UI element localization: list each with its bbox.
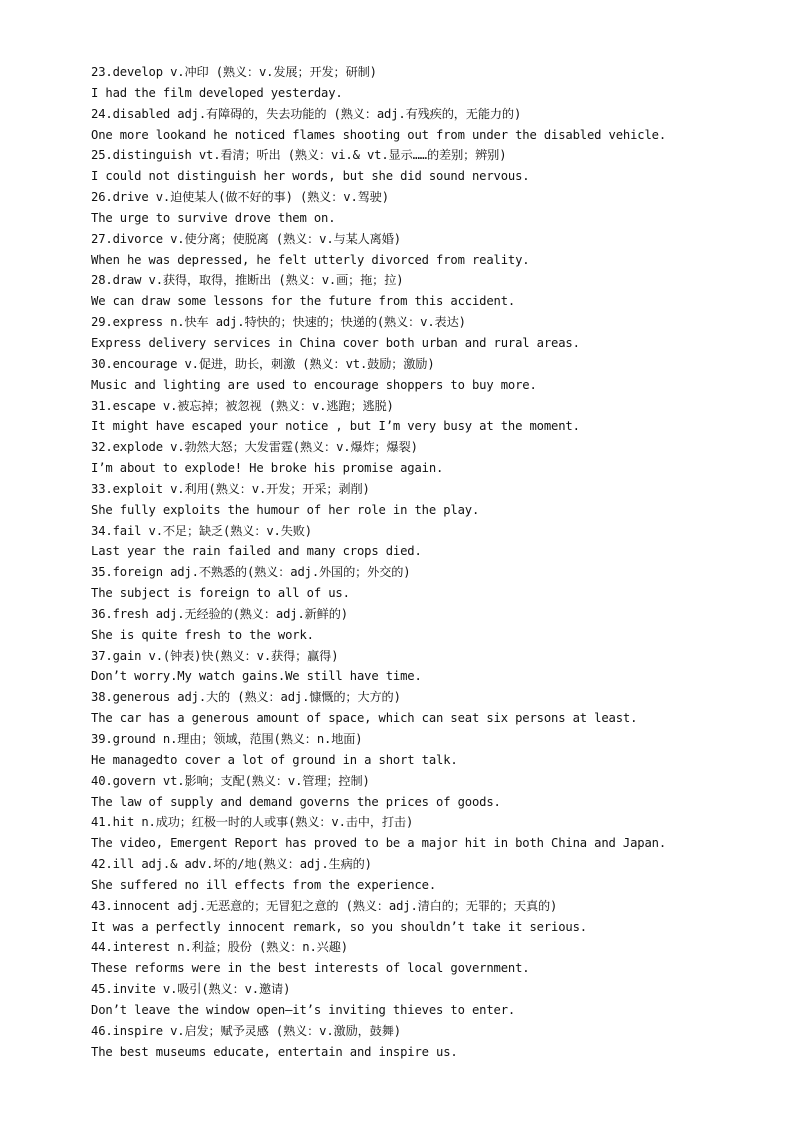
entry-example: Express delivery services in China cover both urban and rural areas. [91, 335, 580, 350]
entry-headword: 26.drive v.迫使某人(做不好的事) (熟义：v.驾驶) [91, 190, 389, 205]
entry-example: The video, Emergent Report has proved to be a major hit in both China and Japan. [91, 836, 666, 851]
entry-headword: 34.fail v.不足；缺乏(熟义：v.失败) [91, 523, 312, 538]
entry-example: The law of supply and demand governs the prices of goods. [91, 794, 501, 809]
entry-example: The car has a generous amount of space, which can seat six persons at least. [91, 711, 638, 726]
entry-headword: 28.draw v.获得，取得，推断出 (熟义：v.画；拖；拉) [91, 273, 404, 288]
entry-example: When he was depressed, he felt utterly divorced from reality. [91, 252, 530, 267]
entry-headword: 32.explode v.勃然大怒；大发雷霆(熟义：v.爆炸；爆裂) [91, 440, 418, 455]
entry-headword: 33.exploit v.利用(熟义：v.开发；开采；剥削) [91, 481, 370, 496]
entry-example: She is quite fresh to the work. [91, 627, 314, 642]
entry-example: These reforms were in the best interests of local government. [91, 961, 530, 976]
entry-example: Don’t worry.My watch gains.We still have time. [91, 669, 422, 684]
entry-example: Last year the rain failed and many crops died. [91, 544, 422, 559]
entry-example: The subject is foreign to all of us. [91, 586, 350, 601]
entry-headword: 40.govern vt.影响；支配(熟义：v.管理；控制) [91, 773, 370, 788]
entry-headword: 24.disabled adj.有障碍的，失去功能的 (熟义：adj.有残疾的，无能力的) [91, 106, 522, 121]
entry-headword: 38.generous adj.大的 (熟义：adj.慷慨的；大方的) [91, 690, 401, 705]
entry-example: The urge to survive drove them on. [91, 210, 336, 225]
entry-headword: 37.gain v.(钟表)快(熟义：v.获得；赢得) [91, 648, 339, 663]
entry-headword: 36.fresh adj.无经验的(熟义：adj.新鲜的) [91, 606, 348, 621]
entry-example: Music and lighting are used to encourage shoppers to buy more. [91, 377, 537, 392]
entry-example: He managedto cover a lot of ground in a short talk. [91, 752, 458, 767]
entry-example: The best museums educate, entertain and inspire us. [91, 1044, 458, 1059]
entry-headword: 45.invite v.吸引(熟义：v.邀请) [91, 982, 291, 997]
entry-example: It might have escaped your notice , but I’m very busy at the moment. [91, 419, 580, 434]
entry-headword: 29.express n.快车 adj.特快的；快速的；快递的(熟义：v.表达) [91, 315, 466, 330]
entry-example: We can draw some lessons for the future from this accident. [91, 294, 516, 309]
entry-example: Don’t leave the window open—it’s inviting thieves to enter. [91, 1002, 516, 1017]
entry-headword: 35.foreign adj.不熟悉的(熟义：adj.外国的；外交的) [91, 565, 411, 580]
entry-example: One more lookand he noticed flames shooting out from under the disabled vehicle. [91, 127, 666, 142]
entry-headword: 42.ill adj.& adv.坏的/地(熟义：adj.生病的) [91, 857, 372, 872]
entry-headword: 23.develop v.冲印 (熟义：v.发展；开发；研制) [91, 65, 377, 79]
entry-example: It was a perfectly innocent remark, so you shouldn’t take it serious. [91, 919, 587, 934]
entry-example: I’m about to explode! He broke his promise again. [91, 461, 444, 476]
entry-example: I could not distinguish her words, but she did sound nervous. [91, 169, 530, 184]
entry-headword: 25.distinguish vt.看清；听出 (熟义：vi.& vt.显示……的差别；辨别) [91, 148, 507, 163]
entry-headword: 46.inspire v.启发；赋予灵感 (熟义：v.激励，鼓舞) [91, 1023, 401, 1038]
entry-example: She fully exploits the humour of her role in the play. [91, 502, 480, 517]
entry-headword: 31.escape v.被忘掉；被忽视 (熟义：v.逃跑；逃脱) [91, 398, 394, 413]
entry-headword: 44.interest n.利益；股份 (熟义：n.兴趣) [91, 940, 348, 955]
entry-headword: 43.innocent adj.无恶意的；无冒犯之意的 (熟义：adj.清白的；无罪的；天真的) [91, 898, 558, 913]
entry-headword: 41.hit n.成功；红极一时的人或事(熟义：v.击中，打击) [91, 815, 414, 830]
entry-headword: 39.ground n.理由；领域，范围(熟义：n.地面) [91, 732, 363, 746]
entry-headword: 27.divorce v.使分离；使脱离 (熟义：v.与某人离婚) [91, 231, 401, 246]
entry-example: She suffered no ill effects from the experience. [91, 877, 436, 892]
entry-headword: 30.encourage v.促进，助长，刺激 (熟义：vt.鼓励；激励) [91, 356, 435, 371]
entry-example: I had the film developed yesterday. [91, 85, 343, 100]
document-page [91, 62, 751, 1063]
